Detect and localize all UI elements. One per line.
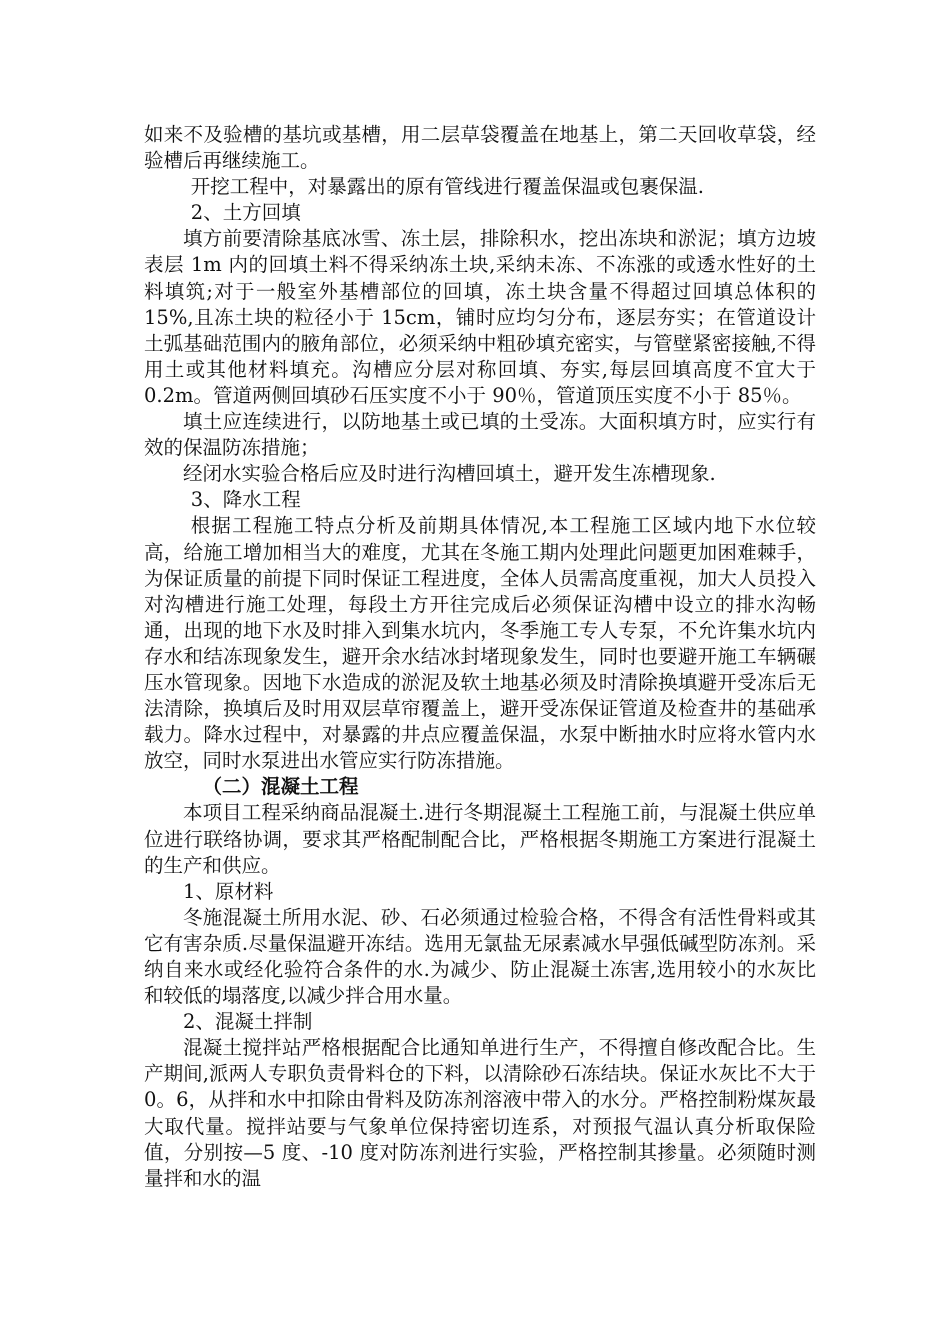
paragraph-continuation: 如来不及验槽的基坑或基槽，用二层草袋覆盖在地基上，第二天回收草袋，经验槽后再继续施工。 [144,123,816,173]
subheading-dewatering: 3、降水工程 [190,488,301,512]
paragraph-dewatering-details: 根据工程施工特点分析及前期具体情况,本工程施工区域内地下水位较高，给施工增加相当大的难度，尤其在冬施工期内处理此问题更加困难棘手，为保证质量的前提下同时保证工程进度，全体人员需高度重视，加大人员投入对沟槽进行施工处理，每段土方开往完成后必须保证沟槽中设立的排水沟畅通，出现的地下水及时排入到集水坑内，冬季施工专人专泵，不允许集水坑内存水和结冻现象发生，避开余水结冰封堵现象发生，同时也要避开施工车辆碾压水管现象。因地下水造成的淤泥及软土地基必须及时清除换填避开受冻后无法清除，换填后及时用双层草帘覆盖上，避开受冻保证管道及检查井的基础承载力。降水过程中，对暴露的井点应覆盖保温，水泵中断抽水时应将水管内水放空，同时水泵进出水管应实行防冻措施。 [144,514,816,773]
subheading-backfill: 2、土方回填 [190,201,301,225]
paragraph-raw-materials: 冬施混凝土所用水泥、砂、石必须通过检验合格，不得含有活性骨料或其它有害杂质.尽量保温避开冻结。选用无氯盐无尿素减水早强低碱型防冻剂。采纳自来水或经化验符合条件的水.为减少、防止混凝土冻害,选用较小的水灰比和较低的塌落度,以减少拌合用水量。 [144,905,816,1008]
paragraph-backfill-requirements: 填方前要清除基底冰雪、冻土层，排除积水，挖出冻块和淤泥；填方边坡表层 1m 内的回填土料不得采纳冻土块,采纳未冻、不冻涨的或透水性好的土料填筑;对于一般室外基槽部位的回填，冻土块含量不得超过回填总体积的 15%,且冻土块的粒径小于 15cm，铺时应均匀分布，逐层夯实；在管道设计土弧基础范围内的腋角部位，必须采纳中粗砂填充密实，与管壁紧密接触,不得用土或其他材料填充。沟槽应分层对称回填、夯实,每层回填高度不宜大于 0.2m。管道两侧回填砂石压实度不小于 90％，管道顶压实度不小于 85％。 [144,227,816,407]
paragraph-concrete-mixing: 混凝土搅拌站严格根据配合比通知单进行生产，不得擅自修改配合比。生产期间,派两人专职负责骨料仓的下料，以清除砂石冻结块。保证水灰比不大于 0。6，从拌和水中扣除由骨料及防冻剂溶液中带入的水分。严格控制粉煤灰最大取代量。搅拌站要与气象单位保持密切连系，对预报气温认真分析取保险值，分别按—5 度、-10 度对防冻剂进行实验，严格控制其掺量。必须随时测量拌和水的温 [144,1036,816,1190]
paragraph-pipeline-insulation: 开挖工程中，对暴露出的原有管线进行覆盖保温或包裹保温. [190,175,704,199]
document-page [144,122,816,1192]
paragraph-continuous-fill: 填土应连续进行，以防地基土或已填的土受冻。大面积填方时，应实行有效的保温防冻措施； [144,410,816,460]
paragraph-commercial-concrete: 本项目工程采纳商品混凝土.进行冬期混凝土工程施工前，与混凝土供应单位进行联络协调，要求其严格配制配合比，严格根据冬期施工方案进行混凝土的生产和供应。 [144,801,816,877]
subheading-concrete-mixing: 2、混凝土拌制 [183,1010,313,1034]
subheading-raw-materials: 1、原材料 [183,879,274,903]
section-heading-concrete: （二）混凝土工程 [202,775,359,799]
paragraph-closed-water-test: 经闭水实验合格后应及时进行沟槽回填土，避开发生冻槽现象. [183,462,716,486]
